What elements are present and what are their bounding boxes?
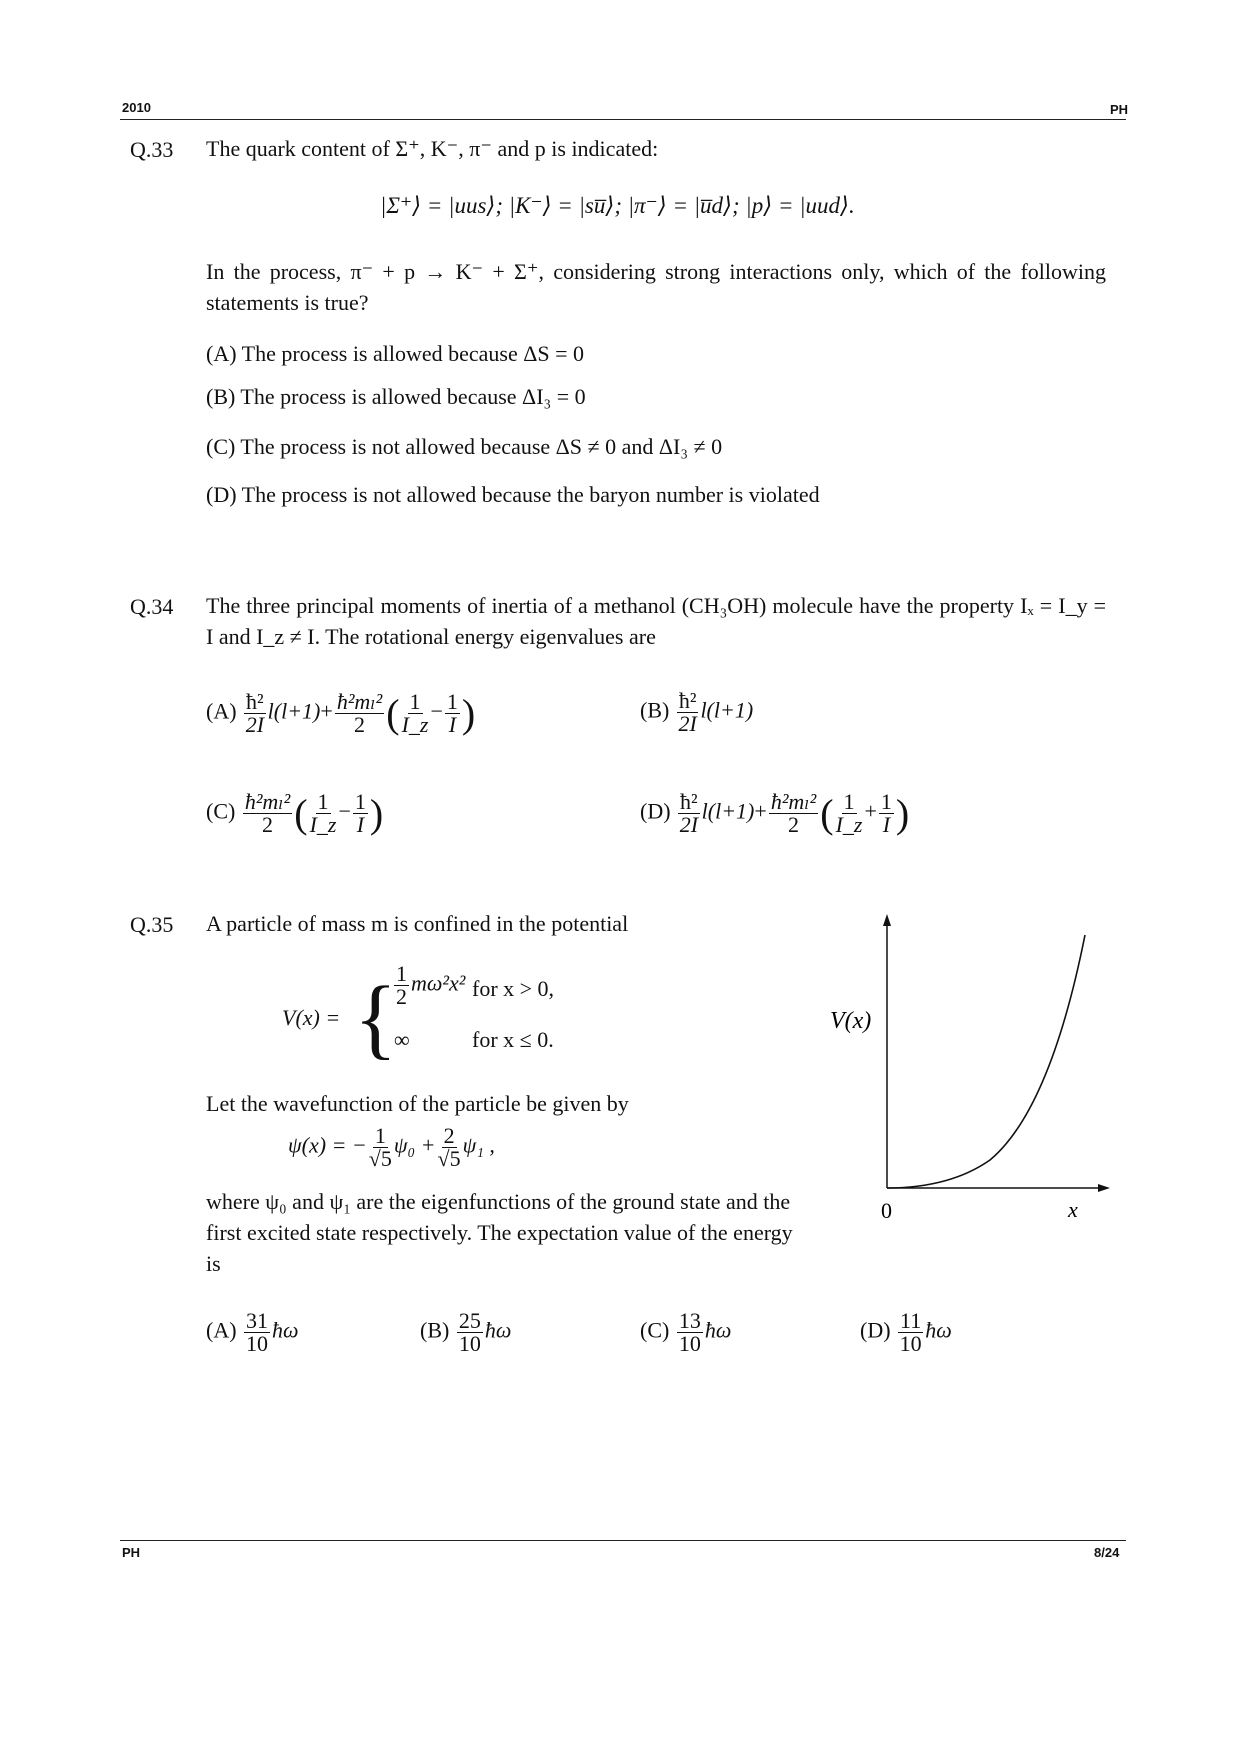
frac-num: 1 — [374, 1123, 386, 1148]
q35-option-c — [640, 1310, 731, 1355]
unit: ħω — [704, 1317, 732, 1343]
footer-code: PH — [122, 1545, 141, 1560]
frac-den: 2 — [396, 984, 407, 1009]
psi1-term: ψ₁ , — [462, 1132, 495, 1158]
case2-condition: for x ≤ 0. — [472, 1027, 554, 1052]
frac-den: 2 — [788, 812, 800, 837]
q33-question: In the process, π⁻ + p → K⁻ + Σ⁺, considering strong interactions only, which of the following statements is true? — [206, 259, 1106, 315]
frac-den: I — [448, 712, 457, 737]
q35-intro: A particle of mass m is confined in the potential — [206, 911, 629, 936]
frac-num: ħ²mₗ² — [770, 789, 817, 814]
potential-lhs: V(x) = — [282, 1005, 341, 1030]
frac-den: 10 — [678, 1331, 701, 1356]
frac-den: I_z — [401, 712, 429, 737]
q34-label-b: (B) — [640, 697, 670, 723]
potential-graph — [830, 910, 1120, 1230]
frac-num: 2 — [443, 1123, 455, 1148]
q34-option-a: (A) $\frac{\text{ħ²}}{2I}$ l(l+1)+ $\frac{\text{ħ²mₗ²}}{2}$ ( $\frac{1}{I\_z}$ − $\frac{1}{I}$ ) — [206, 689, 476, 737]
q34-number: Q.34 — [130, 594, 174, 619]
unit: ħω — [484, 1317, 512, 1343]
frac-num: ħ² — [246, 689, 264, 714]
l-term: l(l+1) — [701, 798, 755, 824]
unit: ħω — [925, 1317, 952, 1343]
psi-lhs: ψ(x) = − — [288, 1132, 367, 1158]
potential-curve — [887, 935, 1085, 1188]
frac-num: 1 — [317, 789, 329, 814]
frac-den: I — [882, 812, 891, 837]
frac-num: 13 — [678, 1308, 701, 1333]
frac-den: 2 — [354, 712, 366, 737]
frac-den: I_z — [309, 812, 337, 837]
q33-quark-states: |Σ⁺⟩ = |uus⟩; |K⁻⟩ = |su̅⟩; |π⁻⟩ = |u̅d⟩; |p⟩ = |uud⟩. — [380, 193, 855, 218]
q33-option-d: (D) The process is not allowed because the baryon number is violated — [206, 482, 820, 507]
frac-num: 1 — [446, 689, 458, 714]
case1-condition: for x > 0, — [472, 976, 555, 1001]
frac-den: 2I — [678, 711, 697, 736]
psi0-term: ψ₀ + — [393, 1132, 436, 1158]
y-axis-arrow-icon — [883, 914, 891, 926]
q35-option-b — [420, 1310, 511, 1355]
minus-sign: − — [430, 698, 443, 724]
q35-option-a — [206, 1310, 299, 1355]
q34-label-d: (D) — [640, 798, 671, 824]
header-year: 2010 — [122, 100, 151, 115]
frac-num: ħ² — [678, 688, 697, 713]
frac-num: 1 — [354, 789, 366, 814]
q33-number: Q.33 — [130, 137, 174, 162]
q34-label-a: (A) — [206, 698, 237, 724]
option-label: (D) — [860, 1317, 891, 1343]
frac-num: 1 — [409, 689, 421, 714]
q34-option-b — [640, 690, 753, 735]
frac-den: 2I — [679, 812, 699, 837]
frac-den: √5 — [437, 1146, 461, 1171]
frac-den: 10 — [899, 1331, 922, 1356]
unit: ħω — [272, 1317, 299, 1343]
q34-text: The three principal moments of inertia of a methanol (CH₃OH) molecule have the property Iₓ = I_y = I and I_z ≠ I. The rotational energy eigenvalues are — [206, 593, 1106, 649]
frac-den: 10 — [458, 1331, 481, 1356]
frac-num: ħ²mₗ² — [244, 789, 291, 814]
footer-page-number: 8/24 — [1094, 1545, 1120, 1560]
l-term: l(l+1) — [700, 697, 754, 723]
q33-option-b: (B) The process is allowed because ΔI₃ = 0 — [206, 384, 586, 409]
q35-where-text: where ψ₀ and ψ₁ are the eigenfunctions of the ground state and the first excited state respectively. The expectation value of the energy is — [206, 1189, 793, 1276]
header-code: PH — [1110, 102, 1129, 117]
footer-rule — [120, 1540, 1126, 1541]
frac-num: 11 — [900, 1308, 922, 1333]
frac-num: 1 — [843, 789, 855, 814]
q33-intro: The quark content of Σ⁺, K⁻, π⁻ and p is indicated: — [206, 136, 659, 161]
frac-num: ħ²mₗ² — [336, 689, 383, 714]
frac-den: I — [356, 812, 365, 837]
plus-sign: + — [320, 698, 333, 724]
frac-den: I_z — [835, 812, 863, 837]
q34-option-d: (D) $\frac{\text{ħ²}}{2I}$ l(l+1)+ $\frac{\text{ħ²mₗ²}}{2}$ ( $\frac{1}{I\_z}$ + $\frac{1}{I}$ ) — [640, 789, 910, 837]
case2-expr: ∞ — [394, 1027, 410, 1052]
q35-option-d — [860, 1310, 952, 1355]
frac-den: 10 — [246, 1331, 269, 1356]
header-rule — [120, 119, 1126, 120]
frac-den: √5 — [368, 1146, 392, 1171]
x-axis-arrow-icon — [1098, 1184, 1110, 1192]
q34-option-c: (C) $\frac{\text{ħ²mₗ²}}{2}$ ( $\frac{1}{I\_z}$ − $\frac{1}{I}$ ) — [206, 789, 384, 837]
l-term: l(l+1) — [267, 698, 321, 724]
option-label: (B) — [420, 1317, 450, 1343]
frac-den: 2I — [245, 712, 265, 737]
frac-num: 31 — [246, 1308, 269, 1333]
origin-label: 0 — [881, 1198, 892, 1223]
option-label: (C) — [640, 1317, 670, 1343]
case1-expr: mω²x² — [411, 970, 466, 996]
q33-option-a: (A) The process is allowed because ΔS = 0 — [206, 341, 585, 366]
potential-case1 — [392, 963, 465, 1008]
q33-option-c: (C) The process is not allowed because ΔS ≠ 0 and ΔI₃ ≠ 0 — [206, 434, 723, 459]
frac-num: 25 — [458, 1308, 481, 1333]
frac-num: ħ² — [680, 789, 698, 814]
q35-wavefunction — [288, 1125, 495, 1170]
q35-wave-intro: Let the wavefunction of the particle be given by — [206, 1091, 629, 1116]
q35-number: Q.35 — [130, 912, 174, 937]
minus-sign: − — [338, 798, 351, 824]
q34-label-c: (C) — [206, 798, 236, 824]
x-axis-label: x — [1068, 1197, 1078, 1222]
frac-num: 1 — [880, 789, 892, 814]
option-label: (A) — [206, 1317, 237, 1343]
frac-den: 2 — [262, 812, 274, 837]
plus-sign: + — [754, 798, 767, 824]
y-axis-label: V(x) — [830, 1008, 872, 1034]
plus-sign: + — [864, 798, 877, 824]
frac-num: 1 — [396, 961, 407, 986]
